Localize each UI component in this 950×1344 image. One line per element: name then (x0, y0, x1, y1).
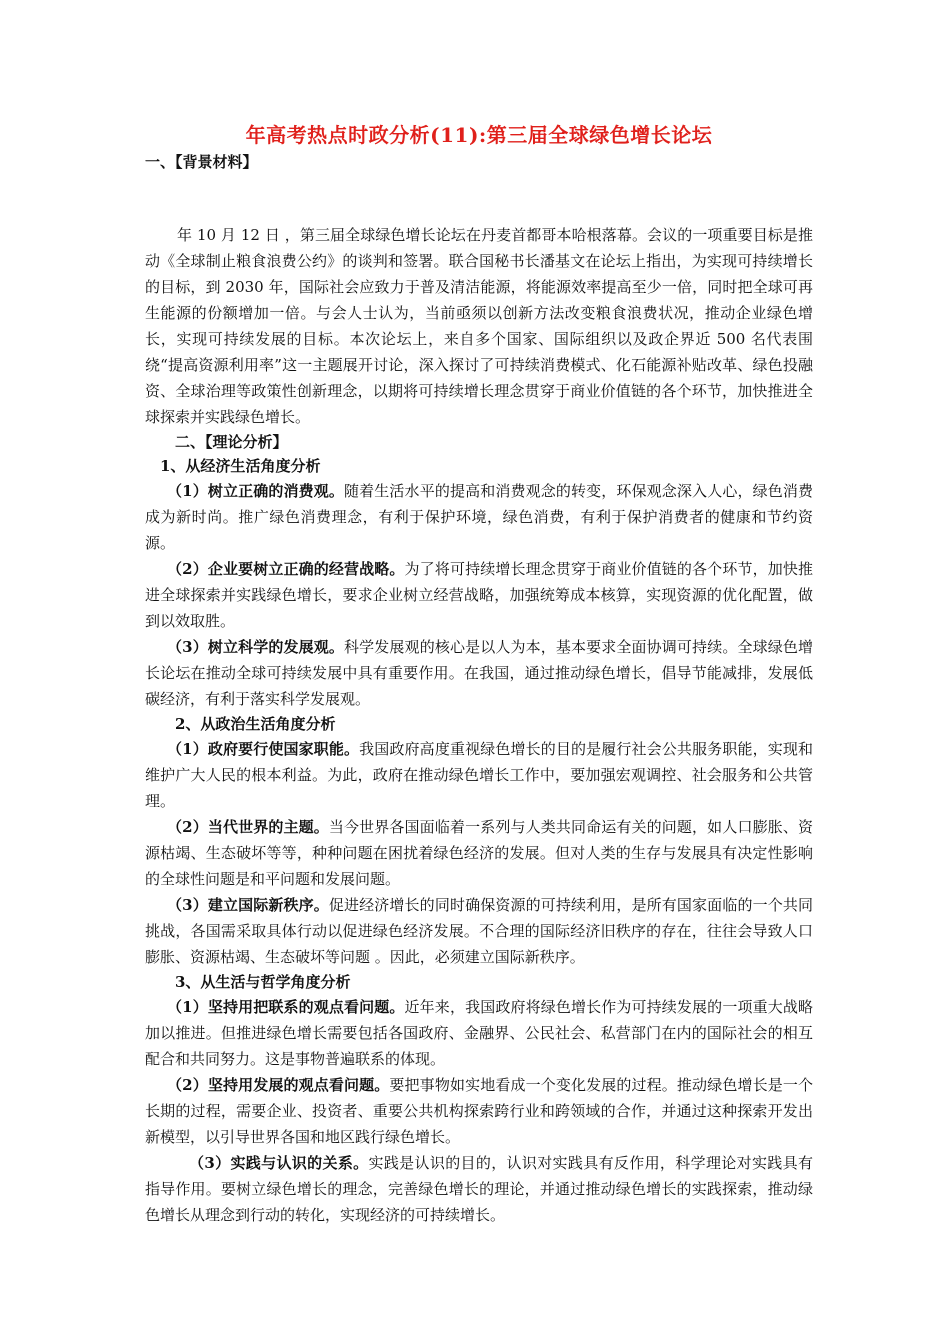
point-text: 促进经济增长的同时确保资源的可持续利用，是所有国家面临的一个共同挑战，各国需采取具体行动以促进绿色经济发展。不合理的国际经济旧秩序的存在，往往会导致人口膨胀、资源枯竭、生态破坏等问题 。因此，必须建立国际新秩序。 (145, 896, 813, 966)
background-paragraph: 年 10 月 12 日 ，第三届全球绿色增长论坛在丹麦首都哥本哈根落幕。会议的一项重要目标是推动《全球制止粮食浪费公约》的谈判和签署。联合国秘书长潘基文在论坛上指出，为实现可持续增长的目标，到 2030 年，国际社会应致力于普及清洁能源，将能源效率提高至少一倍，同时把全球可再生能源的份额增加一倍。与会人士认为，当前亟须以创新方法改变粮食浪费状况，推动企业绿色增长，实现可持续发展的目标。本次论坛上，来自多个国家、国际组织以及政企界近 500 名代表围绕“提高资源利用率”这一主题展开讨论，深入探讨了可持续消费模式、化石能源补贴改革、绿色投融资、全球治理等政策性创新理念，以期将可持续增长理念贯穿于商业价值链的各个环节，加快推进全球探索并实践绿色增长。 (145, 226, 813, 426)
section-heading-background: 一、【背景材料】 (145, 153, 258, 171)
point-text: 实践是认识的目的，认识对实践具有反作用，科学理论对实践具有指导作用。要树立绿色增长的理念，完善绿色增长的理论，并通过推动绿色增长的实践探索，推动绿色增长从理念到行动的转化，实现经济的可持续增长。 (145, 1154, 813, 1224)
subsection-heading-philosophy: 3、从生活与哲学角度分析 (175, 973, 351, 991)
point-text: 当今世界各国面临着一系列与人类共同命运有关的问题，如人口膨胀、资源枯竭、生态破坏等等，种种问题在困扰着绿色经济的发展。但对人类的生存与发展具有决定性影响的全球性问题是和平问题和发展问题。 (145, 818, 813, 888)
point-text: 要把事物如实地看成一个变化发展的过程。推动绿色增长是一个长期的过程，需要企业、投资者、重要公共机构探索跨行业和跨领域的合作，并通过这种探索开发出新模型，以引导世界各国和地区践行绿色增长。 (145, 1076, 813, 1146)
point-text: 随着生活水平的提高和消费观念的转变，环保观念深入人心，绿色消费成为新时尚。推广绿色消费理念，有利于保护环境，绿色消费，有利于保护消费者的健康和节约资源。 (145, 482, 813, 552)
point-lead: （2）坚持用发展的观点看问题。 (167, 1076, 390, 1094)
document-page (145, 120, 813, 1228)
paragraph-political-2 (145, 814, 813, 892)
point-lead: （3）实践与认识的关系。 (189, 1154, 369, 1172)
paragraph-philosophy-1 (145, 994, 813, 1072)
point-lead: （2）企业要树立正确的经营战略。 (167, 560, 405, 578)
blank-space (145, 174, 813, 222)
point-lead: （1）坚持用把联系的观点看问题。 (167, 998, 405, 1016)
paragraph-economic-2 (145, 556, 813, 634)
point-text: 我国政府高度重视绿色增长的目的是履行社会公共服务职能，实现和维护广大人民的根本利益。为此，政府在推动绿色增长工作中，要加强宏观调控、社会服务和公共管理。 (145, 740, 813, 810)
point-text: 为了将可持续增长理念贯穿于商业价值链的各个环节，加快推进全球探索并实践绿色增长，要求企业树立经营战略，加强统筹成本核算，实现资源的优化配置，做到以效取胜。 (145, 560, 813, 630)
section-heading-analysis: 二、【理论分析】 (175, 433, 288, 451)
point-lead: （3）建立国际新秩序。 (167, 896, 329, 914)
paragraph-economic-1 (145, 478, 813, 556)
subsection-heading-economic: 1、从经济生活角度分析 (160, 457, 321, 475)
paragraph-philosophy-3 (145, 1150, 813, 1228)
document-title: 年高考热点时政分析(11):第三届全球绿色增长论坛 (245, 123, 713, 147)
point-lead: （1）树立正确的消费观。 (167, 482, 345, 500)
point-lead: （2）当代世界的主题。 (167, 818, 329, 836)
point-text: 近年来，我国政府将绿色增长作为可持续发展的一项重大战略加以推进。但推进绿色增长需要包括各国政府、金融界、公民社会、私营部门在内的国际社会的相互配合和共同努力。这是事物普遍联系的体现。 (145, 998, 813, 1068)
paragraph-political-3 (145, 892, 813, 970)
point-lead: （3）树立科学的发展观。 (167, 638, 345, 656)
paragraph-philosophy-2 (145, 1072, 813, 1150)
paragraph-political-1 (145, 736, 813, 814)
point-lead: （1）政府要行使国家职能。 (167, 740, 360, 758)
paragraph-economic-3 (145, 634, 813, 712)
point-text: 科学发展观的核心是以人为本，基本要求全面协调可持续。全球绿色增长论坛在推动全球可持续发展中具有重要作用。在我国，通过推动绿色增长，倡导节能减排，发展低碳经济，有利于落实科学发展观。 (145, 638, 813, 708)
subsection-heading-political: 2、从政治生活角度分析 (175, 715, 336, 733)
